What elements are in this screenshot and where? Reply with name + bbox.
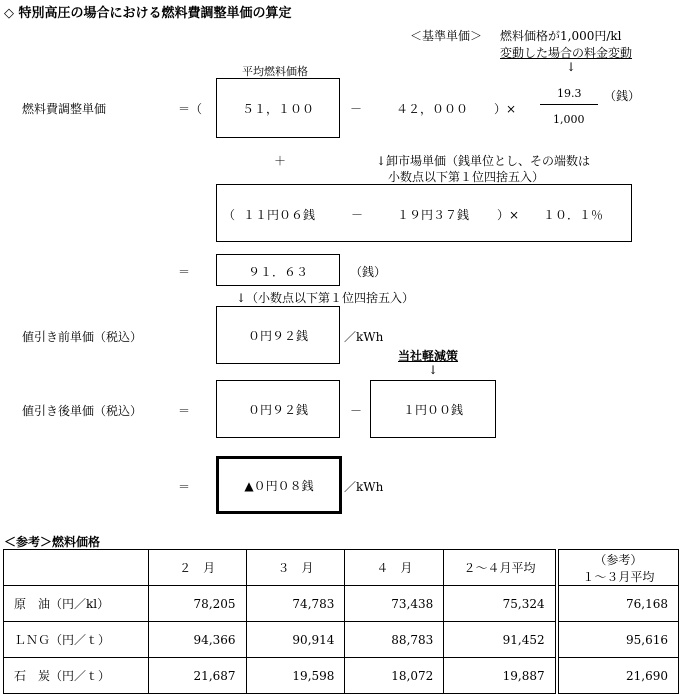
- cell-value: 75,324: [444, 586, 557, 622]
- discount-title: 当社軽減策: [398, 349, 459, 363]
- final-box: [216, 456, 342, 514]
- plus-sign: ＋: [274, 154, 287, 168]
- result-equals: ＝: [178, 265, 191, 279]
- reference-title: ＜参考＞燃料価格: [4, 535, 101, 549]
- cell-value: 91,452: [444, 622, 557, 658]
- table-row: [4, 586, 679, 622]
- cell-value: 76,168: [557, 586, 679, 622]
- avg-price-label: 平均燃料価格: [242, 65, 308, 78]
- reference-table: [3, 549, 679, 694]
- cell-value: 18,072: [345, 658, 444, 694]
- page-title: ◇ 特別高圧の場合における燃料費調整単価の算定: [4, 6, 292, 21]
- row1-minus: －: [350, 102, 363, 116]
- cell-value: 21,690: [557, 658, 679, 694]
- post-discount-box: [216, 380, 340, 438]
- post-discount-equals: ＝: [178, 404, 191, 418]
- row1-equals-open: ＝（: [178, 102, 203, 116]
- cell-value: 73,438: [345, 586, 444, 622]
- wholesale-minus: －: [351, 208, 364, 222]
- result-value: ９１．６３: [247, 265, 308, 279]
- down-arrow-icon: ↓: [566, 60, 577, 74]
- table-header-jan-mar-avg: １～３月平均: [582, 569, 655, 584]
- row1-close-times: ）×: [494, 102, 517, 116]
- wholesale-rate: １０．１％: [543, 208, 604, 222]
- wholesale-note-line1: ↓卸市場単価（銭単位とし、その端数は: [376, 154, 591, 168]
- wholesale-close-times: ）×: [497, 208, 520, 222]
- pre-discount-value: ０円９２銭: [247, 329, 308, 343]
- table-header-reference: [557, 550, 679, 586]
- row-label: 原 油（円／kl）: [4, 586, 149, 622]
- fuel-adjust-unit-label: 燃料費調整単価: [22, 102, 107, 116]
- avg-price-box: [216, 78, 340, 138]
- pre-discount-box: [216, 306, 340, 364]
- standard-unit-line1: 燃料価格が1,000円/kl: [500, 29, 622, 43]
- post-discount-value: ０円９２銭: [247, 403, 308, 417]
- final-unit: ／kWh: [344, 480, 384, 494]
- cell-value: 21,687: [148, 658, 246, 694]
- round-note: ↓（小数点以下第１位四捨五入）: [236, 291, 415, 305]
- standard-unit-line2: 変動した場合の料金変動: [500, 46, 633, 60]
- row-label: ＬＮＧ（円／ｔ）: [4, 622, 149, 658]
- cell-value: 88,783: [345, 622, 444, 658]
- wholesale-open: （: [223, 208, 236, 222]
- discount-minus: －: [350, 404, 363, 418]
- base-price-value: ４２，０００: [396, 102, 469, 116]
- post-discount-label: 値引き後単価（税込）: [22, 404, 143, 418]
- row-label: 石 炭（円／ｔ）: [4, 658, 149, 694]
- fraction-numerator: 19.3: [557, 87, 582, 100]
- table-row: [4, 622, 679, 658]
- table-header-feb-apr-avg: ２～４月平均: [444, 550, 557, 586]
- wholesale-b: １９円３７銭: [397, 208, 470, 222]
- table-header-blank: [4, 550, 149, 586]
- standard-unit-bracket-label: ＜基準単価＞: [410, 29, 483, 43]
- row1-unit: （銭）: [604, 89, 641, 103]
- cell-value: 95,616: [557, 622, 679, 658]
- cell-value: 94,366: [148, 622, 246, 658]
- wholesale-a: １１円０６銭: [243, 208, 316, 222]
- avg-price-value: ５１，１００: [241, 102, 314, 116]
- table-header-row: [4, 550, 679, 586]
- final-value: ▲０円０８銭: [244, 479, 314, 493]
- discount-down-arrow-icon: ↓: [428, 363, 439, 377]
- fraction-denominator: 1,000: [553, 113, 585, 126]
- fraction-line: [540, 104, 598, 105]
- discount-amount-box: [370, 380, 496, 438]
- table-row: [4, 658, 679, 694]
- cell-value: 90,914: [246, 622, 345, 658]
- discount-amount-value: １円００銭: [402, 403, 463, 417]
- cell-value: 19,887: [444, 658, 557, 694]
- table-header-reference-note: （参考）: [594, 552, 643, 567]
- pre-discount-unit: ／kWh: [344, 330, 384, 344]
- table-header-mar: ３ 月: [246, 550, 345, 586]
- pre-discount-label: 値引き前単価（税込）: [22, 330, 143, 344]
- result-box: [216, 254, 340, 286]
- cell-value: 78,205: [148, 586, 246, 622]
- result-unit: （銭）: [350, 265, 387, 279]
- wholesale-note-line2: 小数点以下第１位四捨五入）: [388, 170, 545, 184]
- cell-value: 19,598: [246, 658, 345, 694]
- table-header-apr: ４ 月: [345, 550, 444, 586]
- table-header-feb: ２ 月: [148, 550, 246, 586]
- wholesale-formula-box: [216, 184, 632, 242]
- final-equals: ＝: [178, 480, 191, 494]
- cell-value: 74,783: [246, 586, 345, 622]
